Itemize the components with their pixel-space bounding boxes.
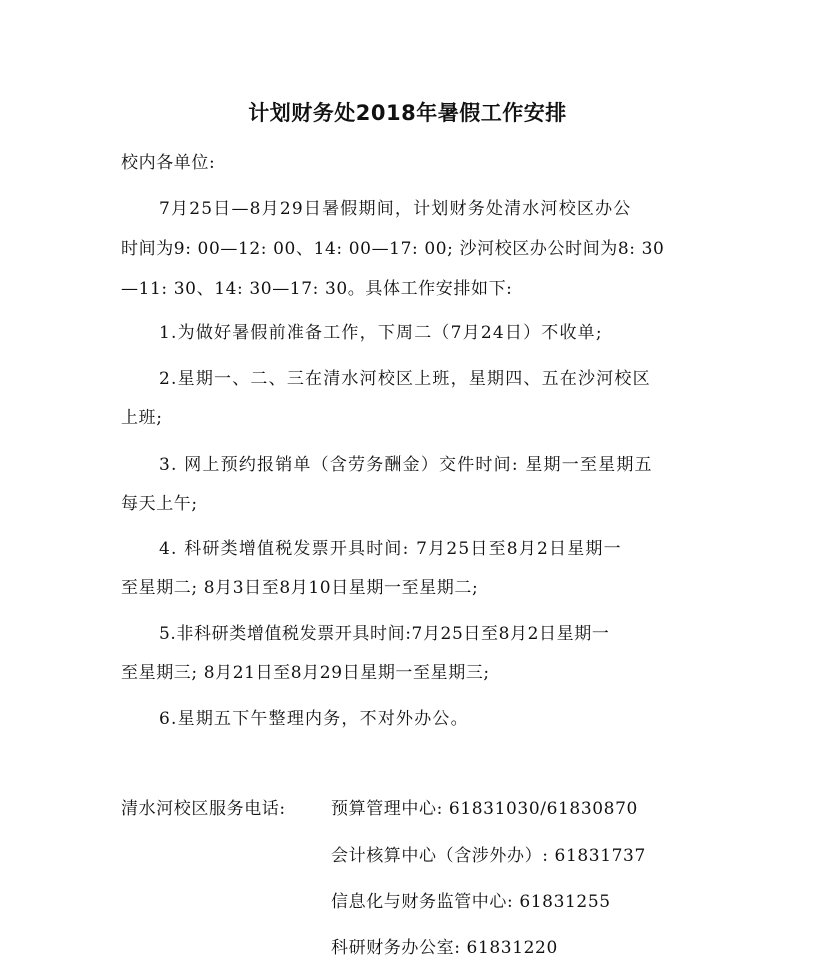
item-line: 5.非科研类增值税发票开具时间:7月25日至8月2日星期一 bbox=[159, 624, 610, 644]
item-line: 每天上午; bbox=[121, 494, 198, 514]
contact-entry: 信息化与财务监管中心: 61831255 bbox=[331, 892, 611, 912]
intro-line: 7月25日—8月29日暑假期间，计划财务处清水河校区办公 bbox=[159, 199, 632, 219]
contact-entry: 会计核算中心（含涉外办）: 61831737 bbox=[331, 846, 646, 866]
contact-label: 清水河校区服务电话: bbox=[121, 799, 286, 819]
intro-line: —11: 30、14: 30—17: 30。具体工作安排如下: bbox=[121, 279, 513, 299]
item-line: 至星期二; 8月3日至8月10日星期一至星期二; bbox=[121, 578, 479, 598]
contact-entry: 预算管理中心: 61831030/61830870 bbox=[331, 799, 638, 819]
item-line: 3. 网上预约报销单（含劳务酬金）交件时间: 星期一至星期五 bbox=[159, 455, 653, 475]
item-line: 至星期三; 8月21日至8月29日星期一至星期三; bbox=[121, 663, 490, 683]
item-line: 2.星期一、二、三在清水河校区上班，星期四、五在沙河校区 bbox=[159, 369, 651, 389]
item-line: 上班; bbox=[121, 408, 163, 428]
contact-entry: 科研财务办公室: 61831220 bbox=[331, 938, 558, 958]
salutation: 校内各单位: bbox=[121, 153, 216, 173]
document-title: 计划财务处2018年暑假工作安排 bbox=[248, 101, 567, 125]
intro-line: 时间为9: 00—12: 00、14: 00—17: 00; 沙河校区办公时间为8: 30 bbox=[121, 239, 665, 259]
item-line: 1.为做好暑假前准备工作，下周二（7月24日）不收单; bbox=[159, 323, 603, 343]
item-line: 6.星期五下午整理内务，不对外办公。 bbox=[159, 709, 469, 729]
item-line: 4. 科研类增值税发票开具时间: 7月25日至8月2日星期一 bbox=[159, 539, 622, 559]
